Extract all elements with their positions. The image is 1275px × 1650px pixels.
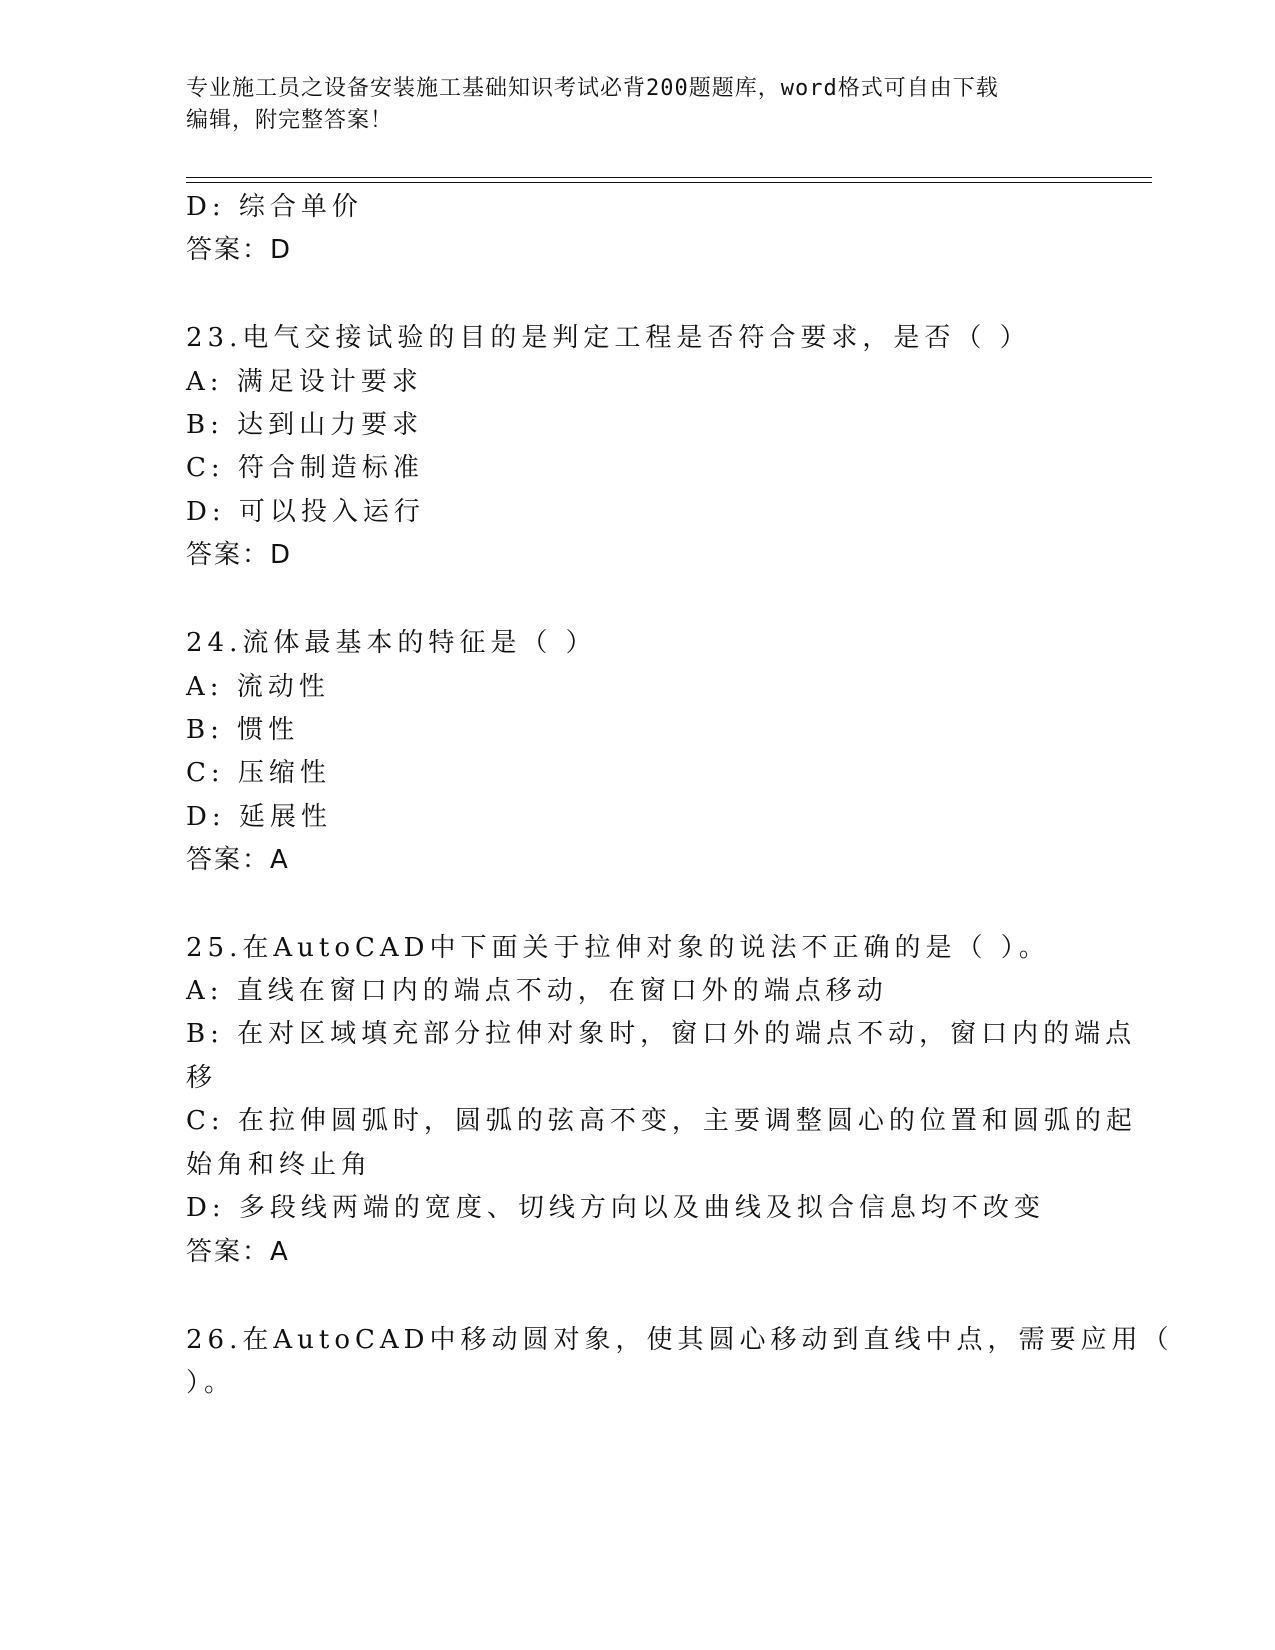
answer: 答案：A — [186, 1237, 290, 1267]
header-line-1: 专业施工员之设备安装施工基础知识考试必背200题题库，word格式可自由下载 — [186, 76, 999, 101]
answer: 答案：A — [186, 845, 290, 875]
question-stem: 24.流体最基本的特征是（ ） — [186, 628, 597, 658]
option-d: D: 延展性 — [186, 802, 332, 832]
option-b: B: 惯性 — [186, 715, 300, 745]
header-line-2: 编辑，附完整答案！ — [186, 108, 394, 133]
question-stem: 23.电气交接试验的目的是判定工程是否符合要求，是否（ ） — [186, 323, 1031, 353]
option-d: D: 可以投入运行 — [186, 497, 425, 527]
question-stem: 26.在AutoCAD中移动圆对象，使其圆心移动到直线中点，需要应用（ — [186, 1325, 1174, 1355]
option-c: C: 压缩性 — [186, 758, 331, 788]
option-b-continued: 移 — [186, 1063, 218, 1093]
document-header — [186, 73, 1086, 137]
answer: 答案：D — [186, 235, 293, 265]
header-divider-top — [186, 177, 1152, 178]
answer: 答案：D — [186, 540, 293, 570]
question-stem-continued: ）。 — [186, 1368, 236, 1398]
option-d: D: 综合单价 — [186, 192, 363, 222]
option-a: A: 直线在窗口内的端点不动，在窗口外的端点移动 — [186, 976, 888, 1006]
question-stem: 25.在AutoCAD中下面关于拉伸对象的说法不正确的是（ ）。 — [186, 933, 1050, 963]
option-a: A: 满足设计要求 — [186, 367, 423, 397]
option-c: C: 在拉伸圆弧时，圆弧的弦高不变，主要调整圆心的位置和圆弧的起 — [186, 1106, 1137, 1136]
option-d: D: 多段线两端的宽度、切线方向以及曲线及拟合信息均不改变 — [186, 1193, 1045, 1223]
option-c-continued: 始角和终止角 — [186, 1150, 373, 1180]
option-b: B: 达到山力要求 — [186, 410, 424, 440]
option-a: A: 流动性 — [186, 672, 330, 702]
option-b: B: 在对区域填充部分拉伸对象时，窗口外的端点不动，窗口内的端点 — [186, 1019, 1137, 1049]
header-divider-bottom — [186, 182, 1152, 183]
option-c: C: 符合制造标准 — [186, 453, 424, 483]
